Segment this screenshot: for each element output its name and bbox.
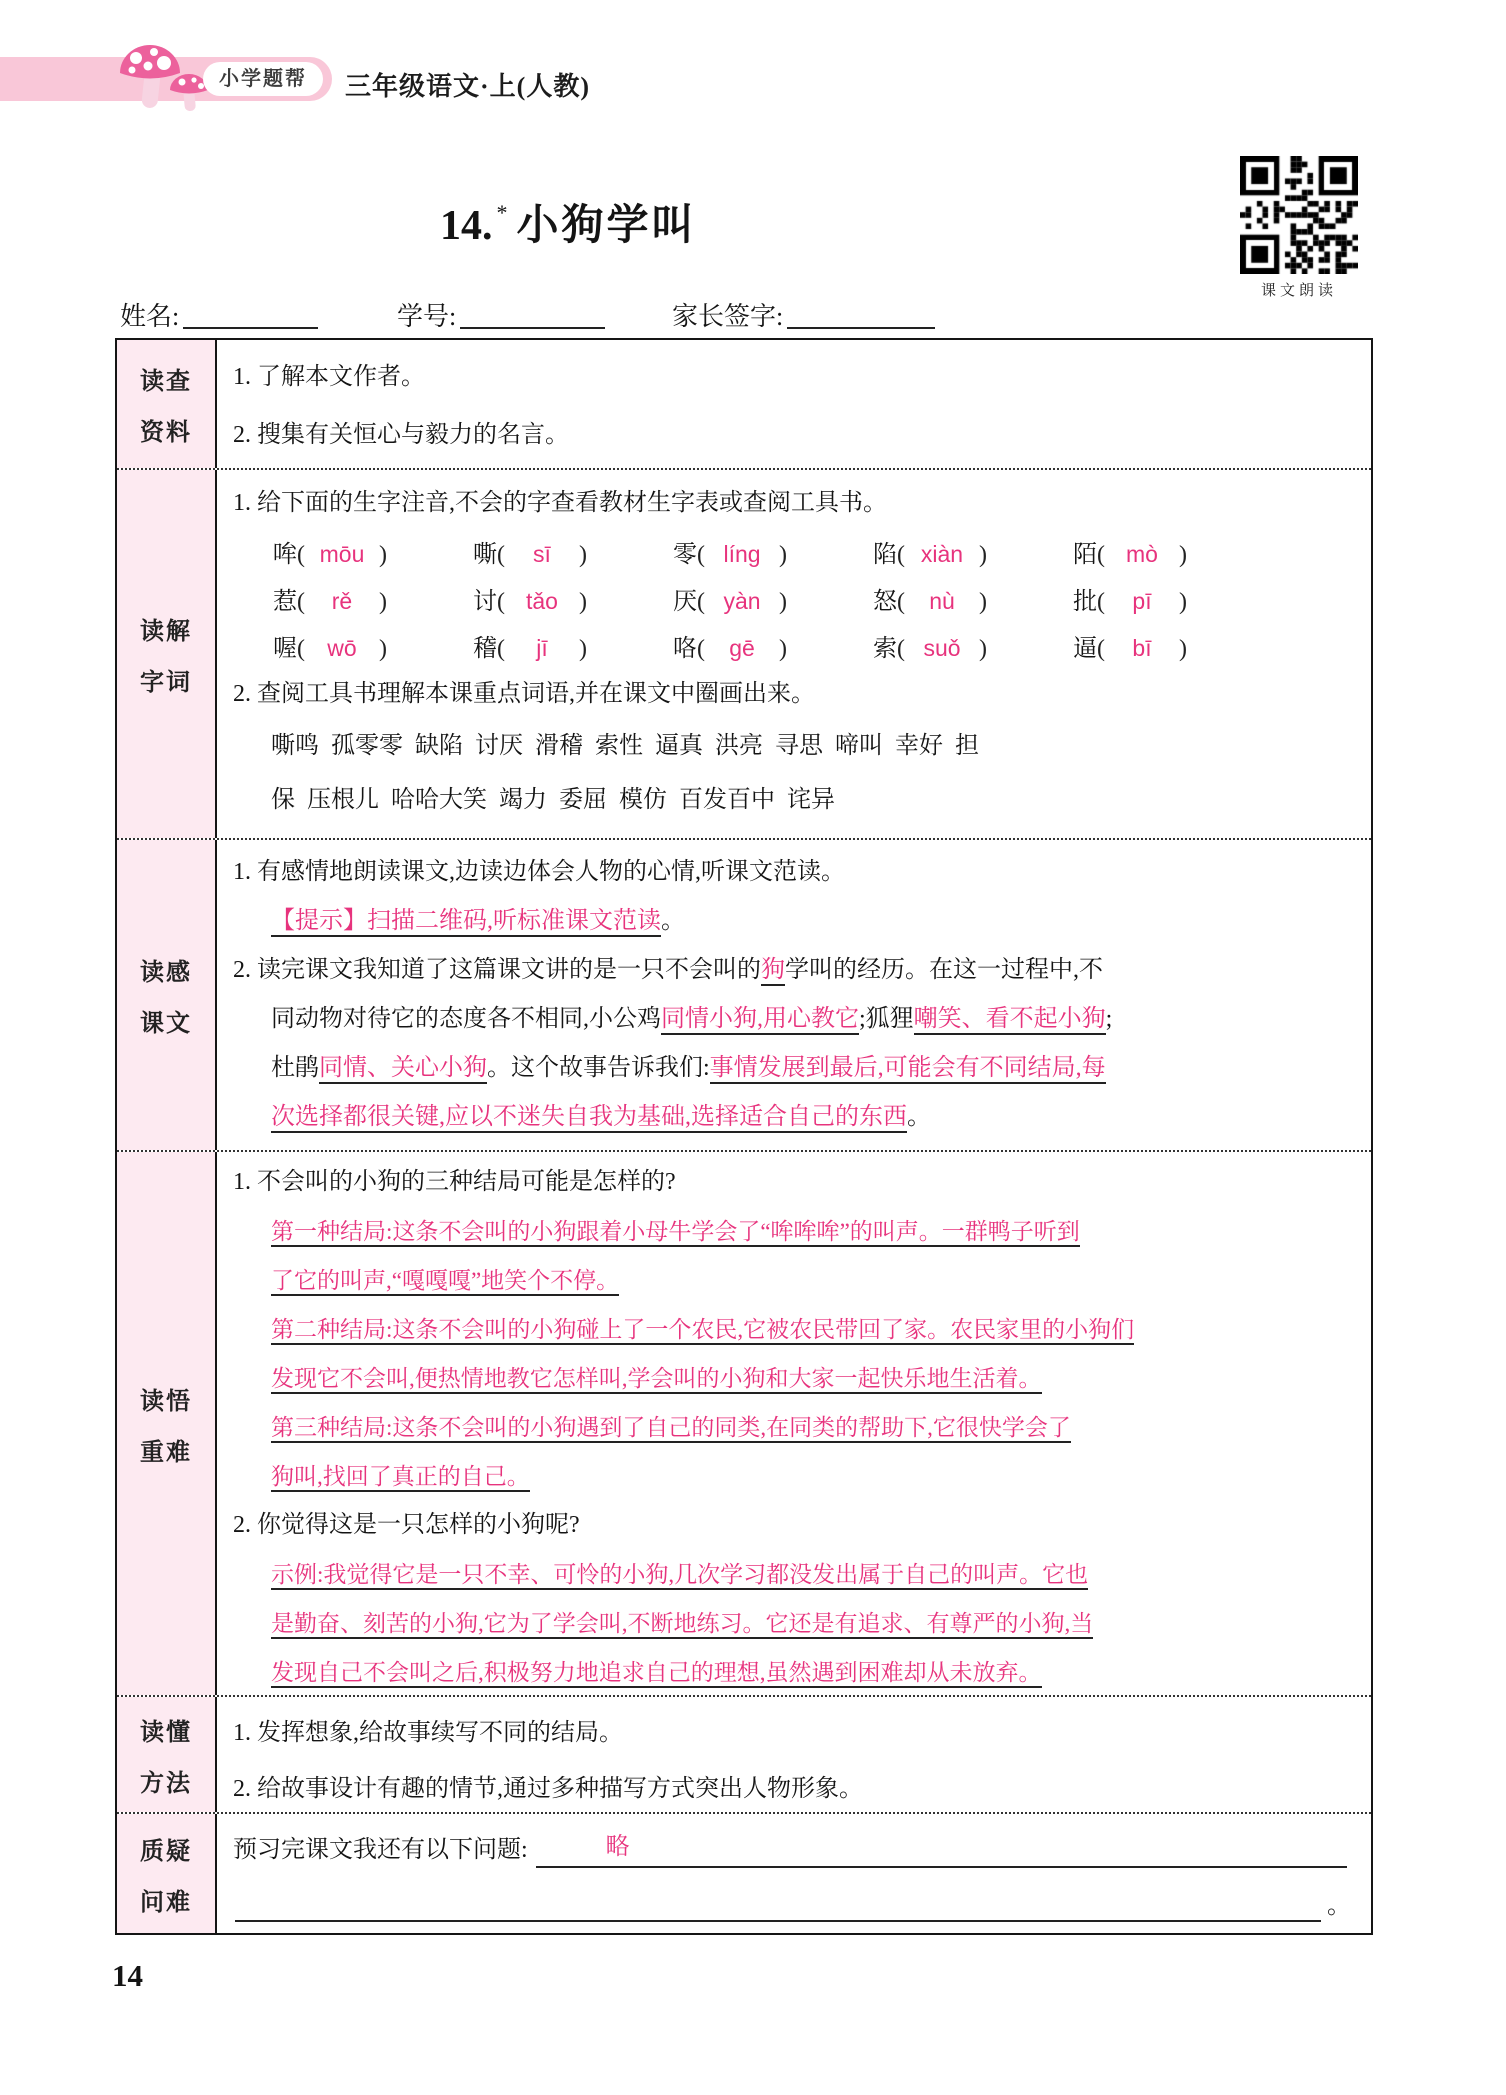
section-label-words: 读解 字词 (117, 470, 217, 838)
pinyin-answer: tǎo (526, 588, 558, 614)
pinyin-answer: wō (327, 635, 357, 661)
pinyin-item: 零( líng ) (673, 541, 787, 568)
pinyin-row (233, 528, 1351, 575)
answer-line: 发现它不会叫,便热情地教它怎样叫,学会叫的小狗和大家一起快乐地生活着。 (233, 1354, 1351, 1403)
parent-sign-label: 家长签字: (672, 302, 784, 331)
blank-line: 。 (233, 1878, 1351, 1933)
pinyin-item: 陷( xiàn ) (873, 541, 987, 568)
prompt-text: 预习完课文我还有以下问题: (233, 1837, 528, 1863)
name-field (120, 296, 318, 333)
pinyin-answer: nù (929, 588, 955, 614)
pinyin-item: 厌( yàn ) (673, 588, 787, 615)
tip-line: 【提示】扫描二维码,听标准课文范读。 (233, 897, 1351, 946)
name-blank[interactable] (183, 301, 318, 329)
pinyin-item: 嘶( sī ) (473, 541, 587, 568)
pinyin-answer: rě (331, 588, 353, 614)
section-label-questions: 质疑 问难 (117, 1814, 217, 1933)
pinyin-item: 逼( bī ) (1073, 635, 1187, 662)
answer-line: 狗叫,找回了真正的自己。 (233, 1452, 1351, 1501)
section-research (117, 340, 1371, 468)
lesson-title-text: 小狗学叫 (516, 203, 697, 249)
pinyin-item: 惹( rě ) (273, 588, 387, 615)
section-method (117, 1695, 1371, 1812)
answer-line: 发现自己不会叫之后,积极努力地追求自己的理想,虽然遇到困难却从未放弃。 (233, 1648, 1351, 1695)
answer-text: 同情小狗,用心教它 (661, 1006, 859, 1035)
pinyin-answer: jī (536, 635, 548, 661)
lesson-number: 14. (440, 203, 493, 249)
answer-text: 略 (605, 1834, 630, 1860)
section-words (117, 468, 1371, 838)
answer-line: 第二种结局:这条不会叫的小狗碰上了一个农民,它被农民带回了家。农民家里的小狗们 (233, 1305, 1351, 1354)
pinyin-answer: suǒ (923, 635, 961, 661)
pinyin-item: 喔( wō ) (273, 635, 387, 662)
qr-code-block (1238, 156, 1360, 300)
name-label: 姓名: (120, 302, 180, 331)
pinyin-answer: yàn (723, 588, 761, 614)
tip-text: 【提示】扫描二维码,听标准课文范读 (271, 908, 661, 937)
answer-line: 是勤奋、刻苦的小狗,它为了学会叫,不断地练习。它还是有追求、有尊严的小狗,当 (233, 1599, 1351, 1648)
section-questions (117, 1812, 1371, 1933)
pinyin-row (233, 575, 1351, 622)
section-label-key-points: 读悟 重难 (117, 1152, 217, 1695)
text-line: 1. 有感情地朗读课文,边读边体会人物的心情,听课文范读。 (233, 859, 845, 885)
pinyin-answer: mò (1126, 541, 1158, 567)
pinyin-answer: xiàn (920, 541, 964, 567)
word-list-line: 保 压根儿 哈哈大笑 竭力 委屈 模仿 百发百中 诧异 (271, 787, 835, 813)
student-no-label: 学号: (397, 302, 457, 331)
pinyin-answer: líng (723, 541, 761, 567)
text-line: 1. 发挥想象,给故事续写不同的结局。 (233, 1720, 623, 1746)
question-prompt-line (233, 1822, 1351, 1878)
answer-line: 了它的叫声,“嘎嘎嘎”地笑个不停。 (233, 1256, 1351, 1305)
pinyin-answer: gē (729, 635, 755, 661)
pinyin-item: 讨( tǎo ) (473, 588, 587, 615)
answer-blank[interactable] (235, 1880, 1321, 1922)
text-line: 2. 读完课文我知道了这篇课文讲的是一只不会叫的狗学叫的经历。在这一过程中,不 (233, 946, 1351, 995)
book-edition: 三年级语文·上(人教) (345, 72, 590, 101)
brand-name: 小学题帮 (219, 68, 307, 90)
pinyin-answer: mōu (319, 541, 365, 567)
answer-line: 第一种结局:这条不会叫的小狗跟着小母牛学会了“哞哞哞”的叫声。一群鸭子听到 (233, 1207, 1351, 1256)
text-line: 杜鹃同情、关心小狗。这个故事告诉我们:事情发展到最后,可能会有不同结局,每 (233, 1044, 1351, 1093)
answer-text: 同情、关心小狗 (319, 1055, 487, 1084)
student-no-field (397, 296, 605, 333)
text-line: 2. 给故事设计有趣的情节,通过多种描写方式突出人物形象。 (233, 1776, 863, 1802)
answer-text: 嘲笑、看不起小狗 (914, 1006, 1106, 1035)
student-info-row (0, 296, 1506, 336)
text-line: 2. 查阅工具书理解本课重点词语,并在课文中圈画出来。 (233, 681, 815, 707)
text-line: 1. 给下面的生字注音,不会的字查看教材生字表或查阅工具书。 (233, 490, 887, 516)
answer-text: 事情发展到最后,可能会有不同结局,每 (710, 1055, 1106, 1084)
text-line: 次选择都很关键,应以不迷失自我为基础,选择适合自己的东西。 (233, 1093, 1351, 1142)
word-list-line: 嘶鸣 孤零零 缺陷 讨厌 滑稽 索性 逼真 洪亮 寻思 啼叫 幸好 担 (271, 733, 979, 759)
section-key-points (117, 1150, 1371, 1695)
answer-blank[interactable] (536, 1826, 1347, 1868)
pinyin-item: 怒( nù ) (873, 588, 987, 615)
page-number: 14 (112, 1958, 143, 1993)
student-no-blank[interactable] (460, 301, 605, 329)
pinyin-row (233, 622, 1351, 669)
pinyin-answer: pī (1132, 588, 1152, 614)
brand-badge (203, 62, 323, 96)
parent-sign-blank[interactable] (787, 301, 935, 329)
question-line: 2. 你觉得这是一只怎样的小狗呢? (233, 1512, 580, 1538)
text-line: 同动物对待它的态度各不相同,小公鸡同情小狗,用心教它;狐狸嘲笑、看不起小狗; (233, 995, 1351, 1044)
text-line: 2. 搜集有关恒心与毅力的名言。 (233, 422, 569, 448)
question-line: 1. 不会叫的小狗的三种结局可能是怎样的? (233, 1169, 676, 1195)
pinyin-item: 稽( jī ) (473, 635, 587, 662)
answer-text: 狗 (761, 957, 785, 986)
text-line: 1. 了解本文作者。 (233, 364, 425, 390)
pinyin-item: 咯( gē ) (673, 635, 787, 662)
worksheet-table (115, 338, 1373, 1935)
section-reading (117, 838, 1371, 1150)
qr-code-image (1240, 156, 1358, 274)
section-label-research: 读查 资料 (117, 340, 217, 468)
answer-line: 示例:我觉得它是一只不幸、可怜的小狗,几次学习都没发出属于自己的叫声。它也 (233, 1550, 1351, 1599)
lesson-star: * (496, 200, 511, 225)
pinyin-item: 批( pī ) (1073, 588, 1187, 615)
pinyin-item: 索( suǒ ) (873, 635, 987, 662)
pinyin-answer: sī (533, 541, 551, 567)
pinyin-answer: bī (1132, 635, 1152, 661)
parent-sign-field (672, 296, 935, 333)
answer-line: 第三种结局:这条不会叫的小狗遇到了自己的同类,在同类的帮助下,它很快学会了 (233, 1403, 1351, 1452)
pinyin-item: 哞( mōu ) (273, 541, 387, 568)
pinyin-item: 陌( mò ) (1073, 541, 1187, 568)
section-label-reading: 读感 课文 (117, 840, 217, 1150)
section-label-method: 读懂 方法 (117, 1697, 217, 1812)
answer-text: 次选择都很关键,应以不迷失自我为基础,选择适合自己的东西 (271, 1104, 907, 1133)
qr-caption: 课文朗读 (1260, 283, 1337, 299)
lesson-title (440, 192, 697, 252)
